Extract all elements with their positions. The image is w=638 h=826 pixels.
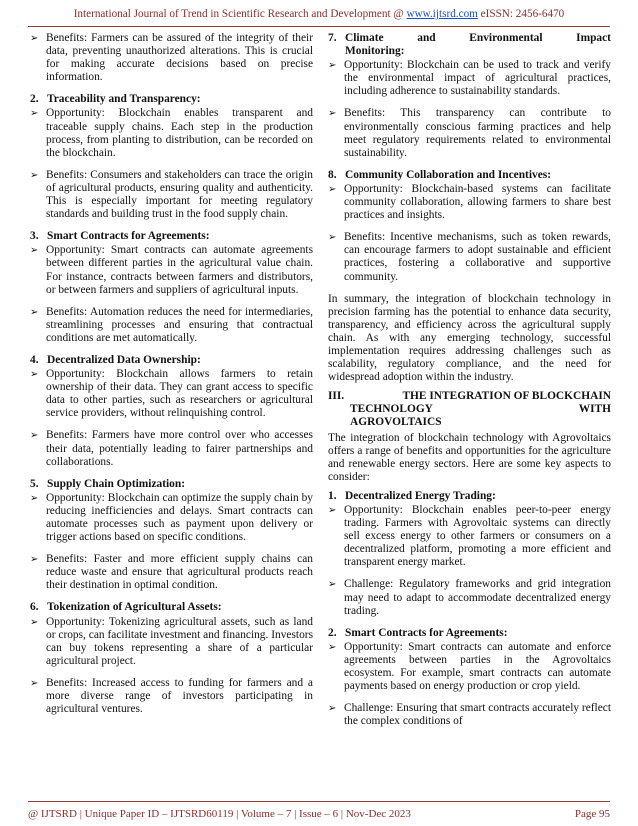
subheading: 7. Climate and Environmental Impact Monitoring: xyxy=(328,32,611,58)
arrow-bullet-icon: ➢ xyxy=(328,60,337,72)
arrow-bullet-icon: ➢ xyxy=(30,306,39,318)
journal-website-link[interactable]: www.ijtsrd.com xyxy=(406,8,478,20)
list-item: ➢ Benefits: Automation reduces the need for intermediaries, streamlining processes and ensuring that contractual conditions are met automatically. xyxy=(30,305,313,344)
list-item: ➢ Benefits: Faster and more efficient supply chains can reduce waste and ensure that agricultural products reach their destination in optimal condition. xyxy=(30,553,313,592)
subheading: 8. Community Collaboration and Incentives: xyxy=(328,168,551,181)
arrow-bullet-icon: ➢ xyxy=(30,554,39,566)
list-item: ➢ Opportunity: Blockchain-based systems can facilitate community collaboration, allowing farmers to share best practices and insights. xyxy=(328,182,611,222)
subheading: 2. Traceability and Transparency: xyxy=(30,93,201,106)
arrow-bullet-icon: ➢ xyxy=(328,703,337,715)
arrow-bullet-icon: ➢ xyxy=(30,677,39,689)
right-column xyxy=(328,32,611,737)
subheading: 5. Supply Chain Optimization: xyxy=(30,477,185,490)
arrow-bullet-icon: ➢ xyxy=(328,641,337,653)
arrow-bullet-icon: ➢ xyxy=(30,492,39,504)
arrow-bullet-icon: ➢ xyxy=(328,183,337,195)
list-item: ➢ Opportunity: Blockchain allows farmers to retain ownership of their data. They can grant access to specific data to other parties, such as researchers or agricultural service providers, without relinquishing control. xyxy=(30,368,313,420)
footer-divider xyxy=(28,801,610,802)
subheading: 4. Decentralized Data Ownership: xyxy=(30,353,201,366)
list-item: ➢ Opportunity: Blockchain can be used to track and verify the environmental impact of agricultural practices, including adherence to sustainability standards. xyxy=(328,59,611,98)
list-item: ➢ Opportunity: Smart contracts can automate and enforce agreements between parties in the Agrovoltaics ecosystem. For example, smart contracts can automate payments based on energy production or crop yield. xyxy=(328,640,611,693)
arrow-bullet-icon: ➢ xyxy=(328,232,337,244)
list-item: ➢ Benefits: Farmers can be assured of the integrity of their data, preventing unauthorized alterations. This is crucial for making accurate decisions based on precise information. xyxy=(30,32,313,84)
list-item: ➢ Opportunity: Tokenizing agricultural assets, such as land or crops, can facilitate investment and financing. Investors can buy tokens representing a share of a particular agricultural project. xyxy=(30,615,313,667)
page-footer: @ IJTSRD | Unique Paper ID – IJTSRD60119 | Volume – 7 | Issue – 6 | Nov-Dec 2023 Page 95 xyxy=(28,808,610,820)
page-number: Page 95 xyxy=(574,808,610,820)
list-item: ➢ Benefits: Incentive mechanisms, such as token rewards, can encourage farmers to adopt sustainable and efficient practices, fostering a collaborative and supportive community. xyxy=(328,231,611,283)
list-item: ➢ Opportunity: Blockchain enables peer-to-peer energy trading. Farmers with Agrovoltaic systems can directly sell excess energy to other farmers or consumers on a decentralized platform, promoting a more efficient and transparent energy market. xyxy=(328,504,611,569)
list-item: ➢ Opportunity: Blockchain enables transparent and traceable supply chains. Each step in the production process, from planting to distribution, can be recorded on the blockchain. xyxy=(30,107,313,159)
summary-paragraph: In summary, the integration of blockchain technology in precision farming has the potential to enhance data security, transparency, and efficiency across the agricultural supply chain. As with any emerging technology, successful implementation requires addressing challenges such as scalability, regulatory compliance, and the need for widespread adoption within the industry. xyxy=(328,292,611,384)
arrow-bullet-icon: ➢ xyxy=(30,245,39,257)
list-item: ➢ Opportunity: Smart contracts can automate agreements between different parties in the agricultural value chain. For instance, contracts between farmers and distributors, or between farmers and suppliers of agricultural inputs. xyxy=(30,244,313,296)
left-column xyxy=(30,32,313,725)
arrow-bullet-icon: ➢ xyxy=(30,616,39,628)
arrow-bullet-icon: ➢ xyxy=(30,169,39,181)
arrow-bullet-icon: ➢ xyxy=(30,430,39,442)
intro-paragraph: The integration of blockchain technology with Agrovoltaics offers a range of benefits and opportunities for the agriculture and renewable energy sectors. Here are some key aspects to consider: xyxy=(328,431,611,483)
arrow-bullet-icon: ➢ xyxy=(30,108,39,120)
arrow-bullet-icon: ➢ xyxy=(328,579,337,591)
list-item: ➢ Benefits: Increased access to funding for farmers and a more diverse range of investors participating in agricultural ventures. xyxy=(30,676,313,716)
subheading: 1. Decentralized Energy Trading: xyxy=(328,489,496,502)
list-item: ➢ Challenge: Ensuring that smart contracts accurately reflect the complex conditions of xyxy=(328,702,611,728)
list-item: ➢ Benefits: Consumers and stakeholders can trace the origin of agricultural products, ensuring quality and authenticity. This is especially important for meeting regulatory standards and building trust in the food supply chain. xyxy=(30,168,313,221)
list-item: ➢ Benefits: This transparency can contribute to environmentally conscious farming practices and help meet regulatory requirements related to environmental sustainability. xyxy=(328,107,611,159)
arrow-bullet-icon: ➢ xyxy=(328,108,337,120)
section-heading: III. THE INTEGRATION OF BLOCKCHAIN TECHNOLOGY WITH AGROVOLTAICS xyxy=(328,390,611,429)
list-item: ➢ Challenge: Regulatory frameworks and grid integration may need to adapt to accommodate decentralized energy trading. xyxy=(328,578,611,617)
journal-header: International Journal of Trend in Scientific Research and Development @ www.ijtsrd.com eISSN: 2456-6470 xyxy=(73,8,565,20)
list-item: ➢ Benefits: Farmers have more control over who accesses their data, potentially leading to fairer partnerships and collaborations. xyxy=(30,429,313,468)
arrow-bullet-icon: ➢ xyxy=(30,369,39,381)
list-item: ➢ Opportunity: Blockchain can optimize the supply chain by reducing inefficiencies and delays. Smart contracts can automate processes such as payment upon delivery or trigger actions based on specific conditions. xyxy=(30,491,313,544)
subheading: 2. Smart Contracts for Agreements: xyxy=(328,626,508,639)
arrow-bullet-icon: ➢ xyxy=(30,33,39,44)
arrow-bullet-icon: ➢ xyxy=(328,505,337,516)
subheading: 3. Smart Contracts for Agreements: xyxy=(30,230,210,243)
subheading: 6. Tokenization of Agricultural Assets: xyxy=(30,601,222,614)
header-divider xyxy=(28,26,610,27)
